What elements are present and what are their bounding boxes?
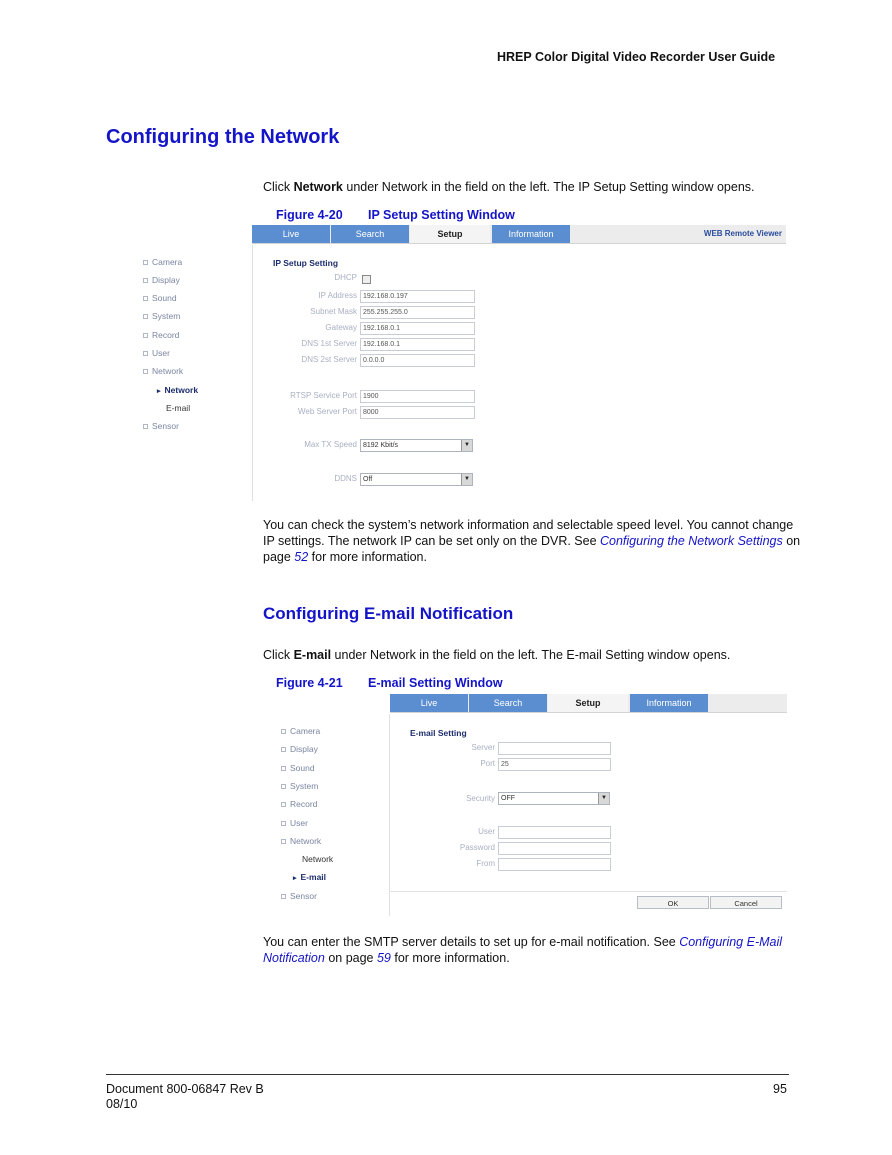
link-page-52[interactable]: 52 (294, 550, 309, 564)
nav-email-sub[interactable]: E-mail (166, 403, 191, 413)
footer-doc-number: Document 800-06847 Rev B (106, 1082, 264, 1096)
cancel-button[interactable]: Cancel (710, 896, 782, 909)
rtsp-input[interactable]: 1900 (360, 390, 475, 403)
figure1-caption (276, 208, 515, 222)
ip-setup-screenshot (135, 225, 786, 501)
figure2-caption (276, 676, 503, 690)
intro-paragraph (263, 179, 803, 195)
figure1-number: Figure 4-20 (276, 208, 343, 222)
web-port-label: Web Server Port (298, 407, 357, 416)
button-bar-divider (390, 891, 787, 892)
footer-document (106, 1082, 264, 1112)
dns1-input[interactable]: 192.168.0.1 (360, 338, 475, 351)
nav-sound[interactable]: Sound (281, 763, 315, 773)
mask-input[interactable]: 255.255.255.0 (360, 306, 475, 319)
tab-live[interactable]: Live (390, 694, 468, 712)
chevron-down-icon: ▼ (461, 440, 472, 451)
nav-display[interactable]: Display (281, 744, 318, 754)
password-label: Password (459, 843, 495, 852)
nav-system[interactable]: System (143, 311, 180, 321)
tab-search[interactable]: Search (331, 225, 409, 243)
ok-button[interactable]: OK (637, 896, 709, 909)
tx-speed-select[interactable] (360, 439, 473, 452)
footer-date: 08/10 (106, 1097, 138, 1111)
ddns-label: DDNS (334, 474, 357, 483)
running-header: HREP Color Digital Video Recorder User Guide (497, 50, 776, 64)
chevron-down-icon: ▼ (598, 793, 609, 804)
user-input[interactable] (498, 826, 611, 839)
form-title: IP Setup Setting (273, 258, 339, 268)
email-setup-screenshot (275, 694, 787, 916)
security-select[interactable] (498, 792, 610, 805)
network-info-paragraph: You can check the system’s network information and selectable speed level. You cannot change IP settings. The network IP can be set only on the DVR. See Configuring the Network Settings on page 52 for more information. (263, 518, 801, 564)
nav-network-sub[interactable]: Network (302, 854, 334, 864)
left-nav (275, 714, 390, 916)
subsection-title: Configuring E-mail Notification (263, 604, 514, 623)
server-input[interactable] (498, 742, 611, 755)
app-label: WEB Remote Viewer (703, 229, 782, 238)
nav-camera[interactable]: Camera (281, 726, 320, 736)
mask-label: Subnet Mask (310, 307, 357, 316)
tab-setup[interactable]: Setup (548, 694, 628, 712)
tab-bar (252, 225, 786, 244)
nav-network-sub[interactable]: ▸ Network (157, 385, 199, 395)
link-configuring-network-settings[interactable]: Configuring the Network Settings (600, 534, 783, 548)
rtsp-label: RTSP Service Port (290, 391, 357, 400)
security-label: Security (466, 794, 495, 803)
dhcp-checkbox[interactable] (362, 275, 371, 284)
figure1-title: IP Setup Setting Window (368, 208, 515, 222)
dns1-label: DNS 1st Server (301, 339, 357, 348)
tab-setup[interactable]: Setup (410, 225, 490, 243)
tab-live[interactable]: Live (252, 225, 330, 243)
intro-text-post: under Network in the field on the left. The IP Setup Setting window opens. (342, 180, 755, 194)
link-page-59[interactable]: 59 (376, 951, 391, 965)
page-number: 95 (773, 1082, 787, 1096)
dns2-label: DNS 2st Server (301, 355, 357, 364)
ip-input[interactable]: 192.168.0.197 (360, 290, 475, 303)
gateway-label: Gateway (325, 323, 357, 332)
user-label: User (478, 827, 495, 836)
tx-speed-label: Max TX Speed (304, 440, 357, 449)
nav-camera[interactable]: Camera (143, 257, 182, 267)
nav-display[interactable]: Display (143, 275, 180, 285)
nav-sound[interactable]: Sound (143, 293, 177, 303)
security-value: OFF (501, 795, 515, 802)
footer-rule (106, 1074, 789, 1075)
left-nav (135, 245, 253, 501)
server-label: Server (471, 743, 495, 752)
gateway-input[interactable]: 192.168.0.1 (360, 322, 475, 335)
tab-information[interactable]: Information (630, 694, 708, 712)
ddns-select[interactable] (360, 473, 473, 486)
ip-label: IP Address (318, 291, 357, 300)
port-input[interactable]: 25 (498, 758, 611, 771)
tx-speed-value: 8192 Kbit/s (363, 442, 399, 449)
nav-record[interactable]: Record (143, 330, 179, 340)
password-input[interactable] (498, 842, 611, 855)
nav-sensor[interactable]: Sensor (143, 421, 179, 431)
link-configuring-email-notification[interactable]: Configuring E-Mail Notification (263, 935, 783, 965)
from-input[interactable] (498, 858, 611, 871)
from-label: From (476, 859, 495, 868)
nav-sensor[interactable]: Sensor (281, 891, 317, 901)
web-port-input[interactable]: 8000 (360, 406, 475, 419)
intro-text-pre: Click (263, 180, 294, 194)
intro2-bold: E-mail (293, 648, 332, 662)
tab-bar (390, 694, 787, 713)
nav-network[interactable]: Network (143, 366, 183, 376)
port-label: Port (480, 759, 495, 768)
tab-information[interactable]: Information (492, 225, 570, 243)
email-intro-paragraph: Click E-mail under Network in the field on the left. The E-mail Setting window opens. (263, 648, 731, 662)
dns2-input[interactable]: 0.0.0.0 (360, 354, 475, 367)
nav-user[interactable]: User (143, 348, 170, 358)
nav-system[interactable]: System (281, 781, 318, 791)
dhcp-label: DHCP (334, 273, 357, 282)
nav-record[interactable]: Record (281, 799, 317, 809)
nav-email-sub[interactable]: ▸ E-mail (293, 872, 327, 882)
figure2-number: Figure 4-21 (276, 676, 343, 690)
nav-network[interactable]: Network (281, 836, 321, 846)
tab-search[interactable]: Search (469, 694, 547, 712)
chevron-down-icon: ▼ (461, 474, 472, 485)
figure2-title: E-mail Setting Window (368, 676, 503, 690)
nav-user[interactable]: User (281, 818, 308, 828)
smtp-paragraph: You can enter the SMTP server details to set up for e-mail notification. See Configuring E-Mail Notification on page 59 for more information. (263, 935, 783, 965)
section-title: Configuring the Network (106, 126, 340, 148)
form-title: E-mail Setting (410, 728, 467, 738)
ddns-value: Off (363, 476, 373, 483)
intro-bold: Network (293, 180, 343, 194)
